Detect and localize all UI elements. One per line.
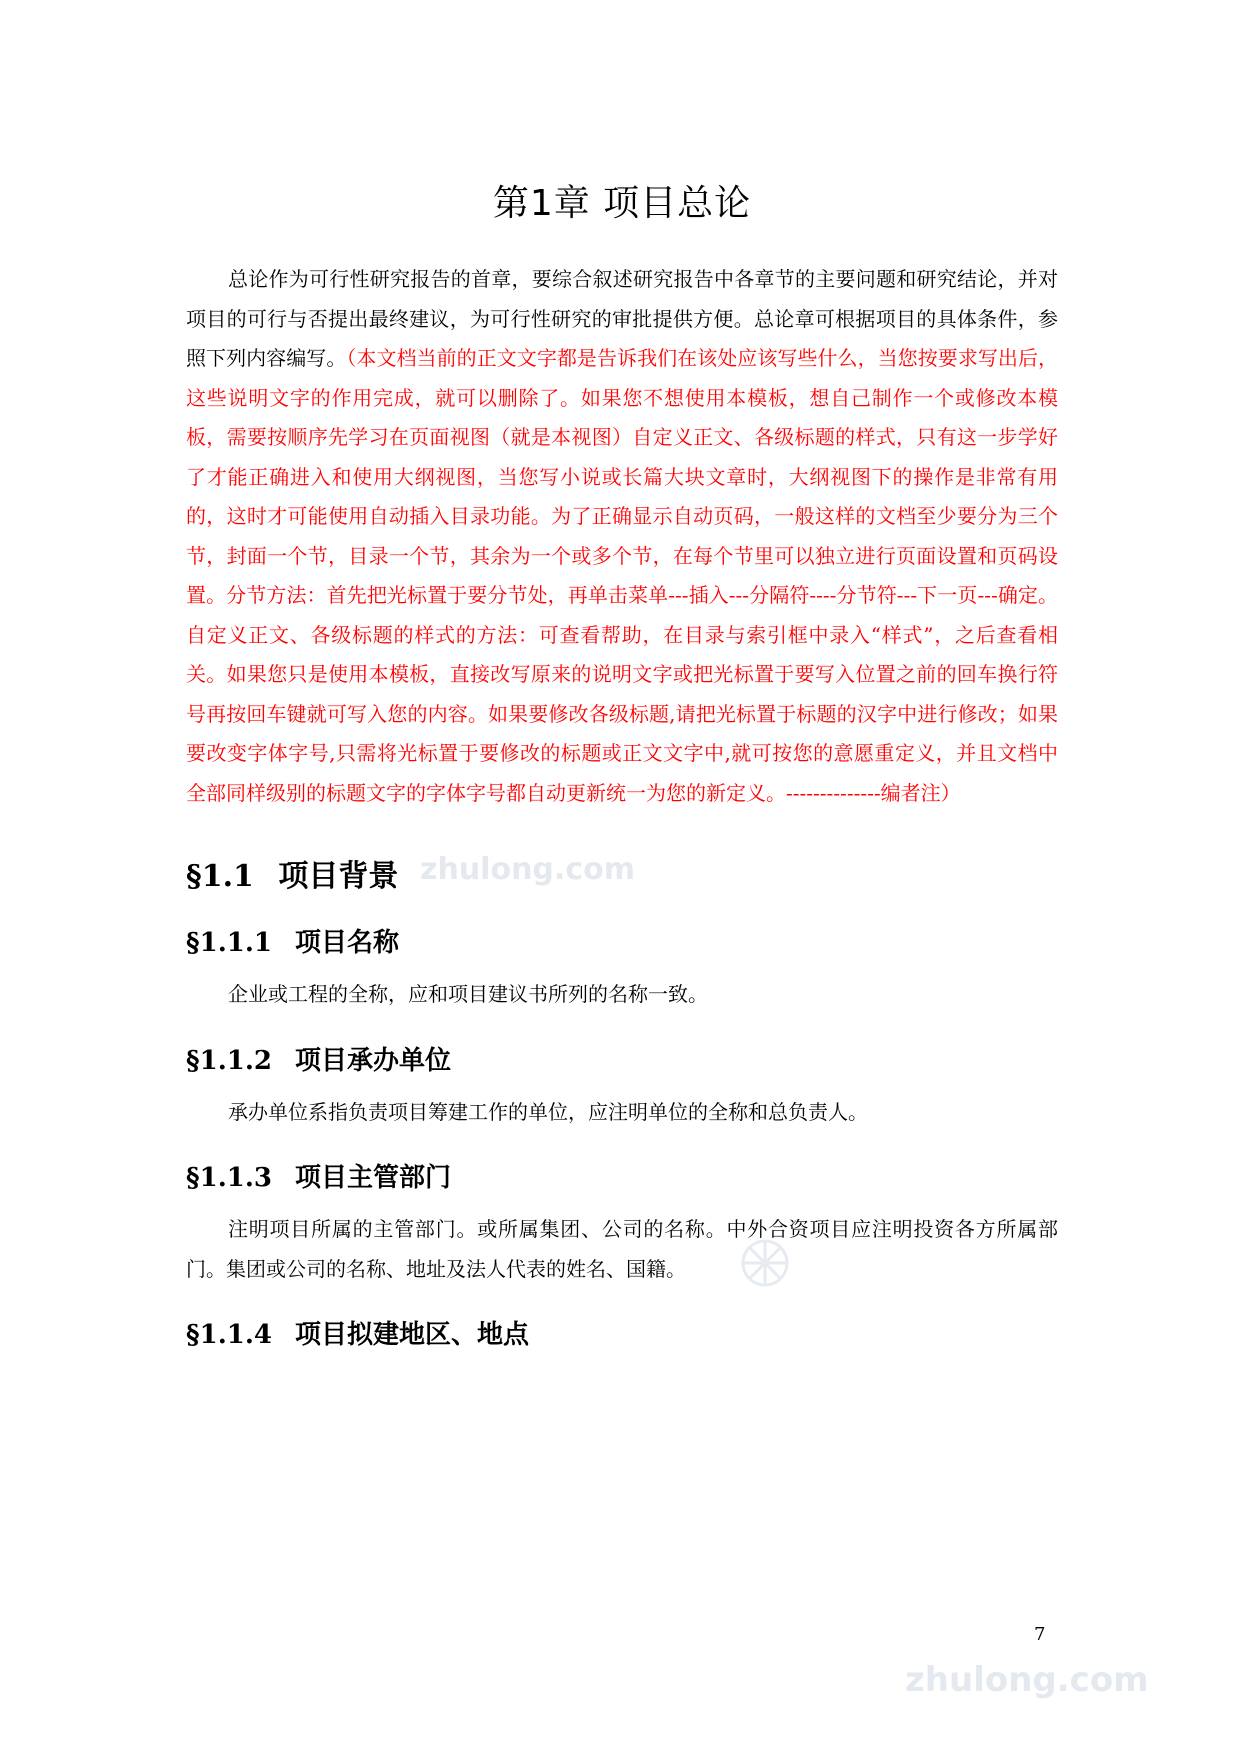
intro-paragraph (186, 260, 1058, 813)
section-heading-1-1-4 (186, 1317, 1058, 1353)
section-number: §1.1 (186, 859, 254, 894)
section-number: §1.1.1 (186, 928, 272, 958)
section-heading-1-1-3 (186, 1160, 1058, 1196)
section-title: 项目主管部门 (295, 1163, 452, 1193)
intro-text: 总论作为可行性研究报告的首章，要综合叙述研究报告中各章节的主要问题和研究结论，并对项目的可行与否提出最终建议，为可行性研究的审批提供方便。总论章可根据项目的具体条件，参照下列内容编写。 (186, 267, 1058, 370)
section-title: 项目拟建地区、地点 (295, 1320, 530, 1350)
watermark-text: zhulong.com (905, 1660, 1149, 1700)
section-body: 承办单位系指负责项目筹建工作的单位，应注明单位的全称和总负责人。 (228, 1099, 868, 1124)
section-heading-1-1-1 (186, 925, 1058, 961)
section-heading-1-1 (186, 857, 1058, 897)
document-body (186, 175, 1058, 1367)
section-number: §1.1.4 (186, 1320, 272, 1350)
page-number: 7 (1034, 1624, 1046, 1645)
editor-note-text: （本文档当前的正文文字都是告诉我们在该处应该写些什么，当您按要求写出后，这些说明文字的作用完成，就可以删除了。如果您不想使用本模板，想自己制作一个或修改本模板，需要按顺序先学习在页面视图（就是本视图）自定义正文、各级标题的样式，只有这一步学好了才能正确进入和使用大纲视图，当您写小说或长篇大块文章时，大纲视图下的操作是非常有用的，这时才可能使用自动插入目录功能。为了正确显示自动页码，一般这样的文档至少要分为三个节，封面一个节，目录一个节，其余为一个或多个节，在每个节里可以独立进行页面设置和页码设置。分节方法：首先把光标置于要分节处，再单击菜单---插入---分隔符----分节符---下一页---确定。自定义正文、各级标题的样式的方法：可查看帮助，在目录与索引框中录入“样式”，之后查看相关。如果您只是使用本模板，直接改写原来的说明文字或把光标置于要写入位置之前的回车换行符号再按回车键就可写入您的内容。如果要修改各级标题,请把光标置于标题的汉字中进行修改；如果要改变字体字号,只需将光标置于要修改的标题或正文文字中,就可按您的意愿重定义，并且文档中全部同样级别的标题文字的字体字号都自动更新统一为您的新定义。--------------编者注） (186, 346, 1059, 805)
section-title: 项目承办单位 (295, 1045, 452, 1076)
section-title: 项目背景 (278, 859, 399, 894)
section-body: 注明项目所属的主管部门。或所属集团、公司的名称。中外合资项目应注明投资各方所属部门。集团或公司的名称、地址及法人代表的姓名、国籍。 (186, 1217, 1058, 1281)
section-title: 项目名称 (295, 928, 400, 958)
section-number: §1.1.3 (186, 1163, 272, 1193)
chapter-title: 第1章 项目总论 (492, 183, 752, 224)
section-body: 企业或工程的全称，应和项目建议书所列的名称一致。 (228, 982, 708, 1006)
section-number: §1.1.2 (186, 1045, 272, 1076)
watermark-text: zhulong.com (420, 852, 635, 887)
section-heading-1-1-2 (186, 1043, 1058, 1079)
